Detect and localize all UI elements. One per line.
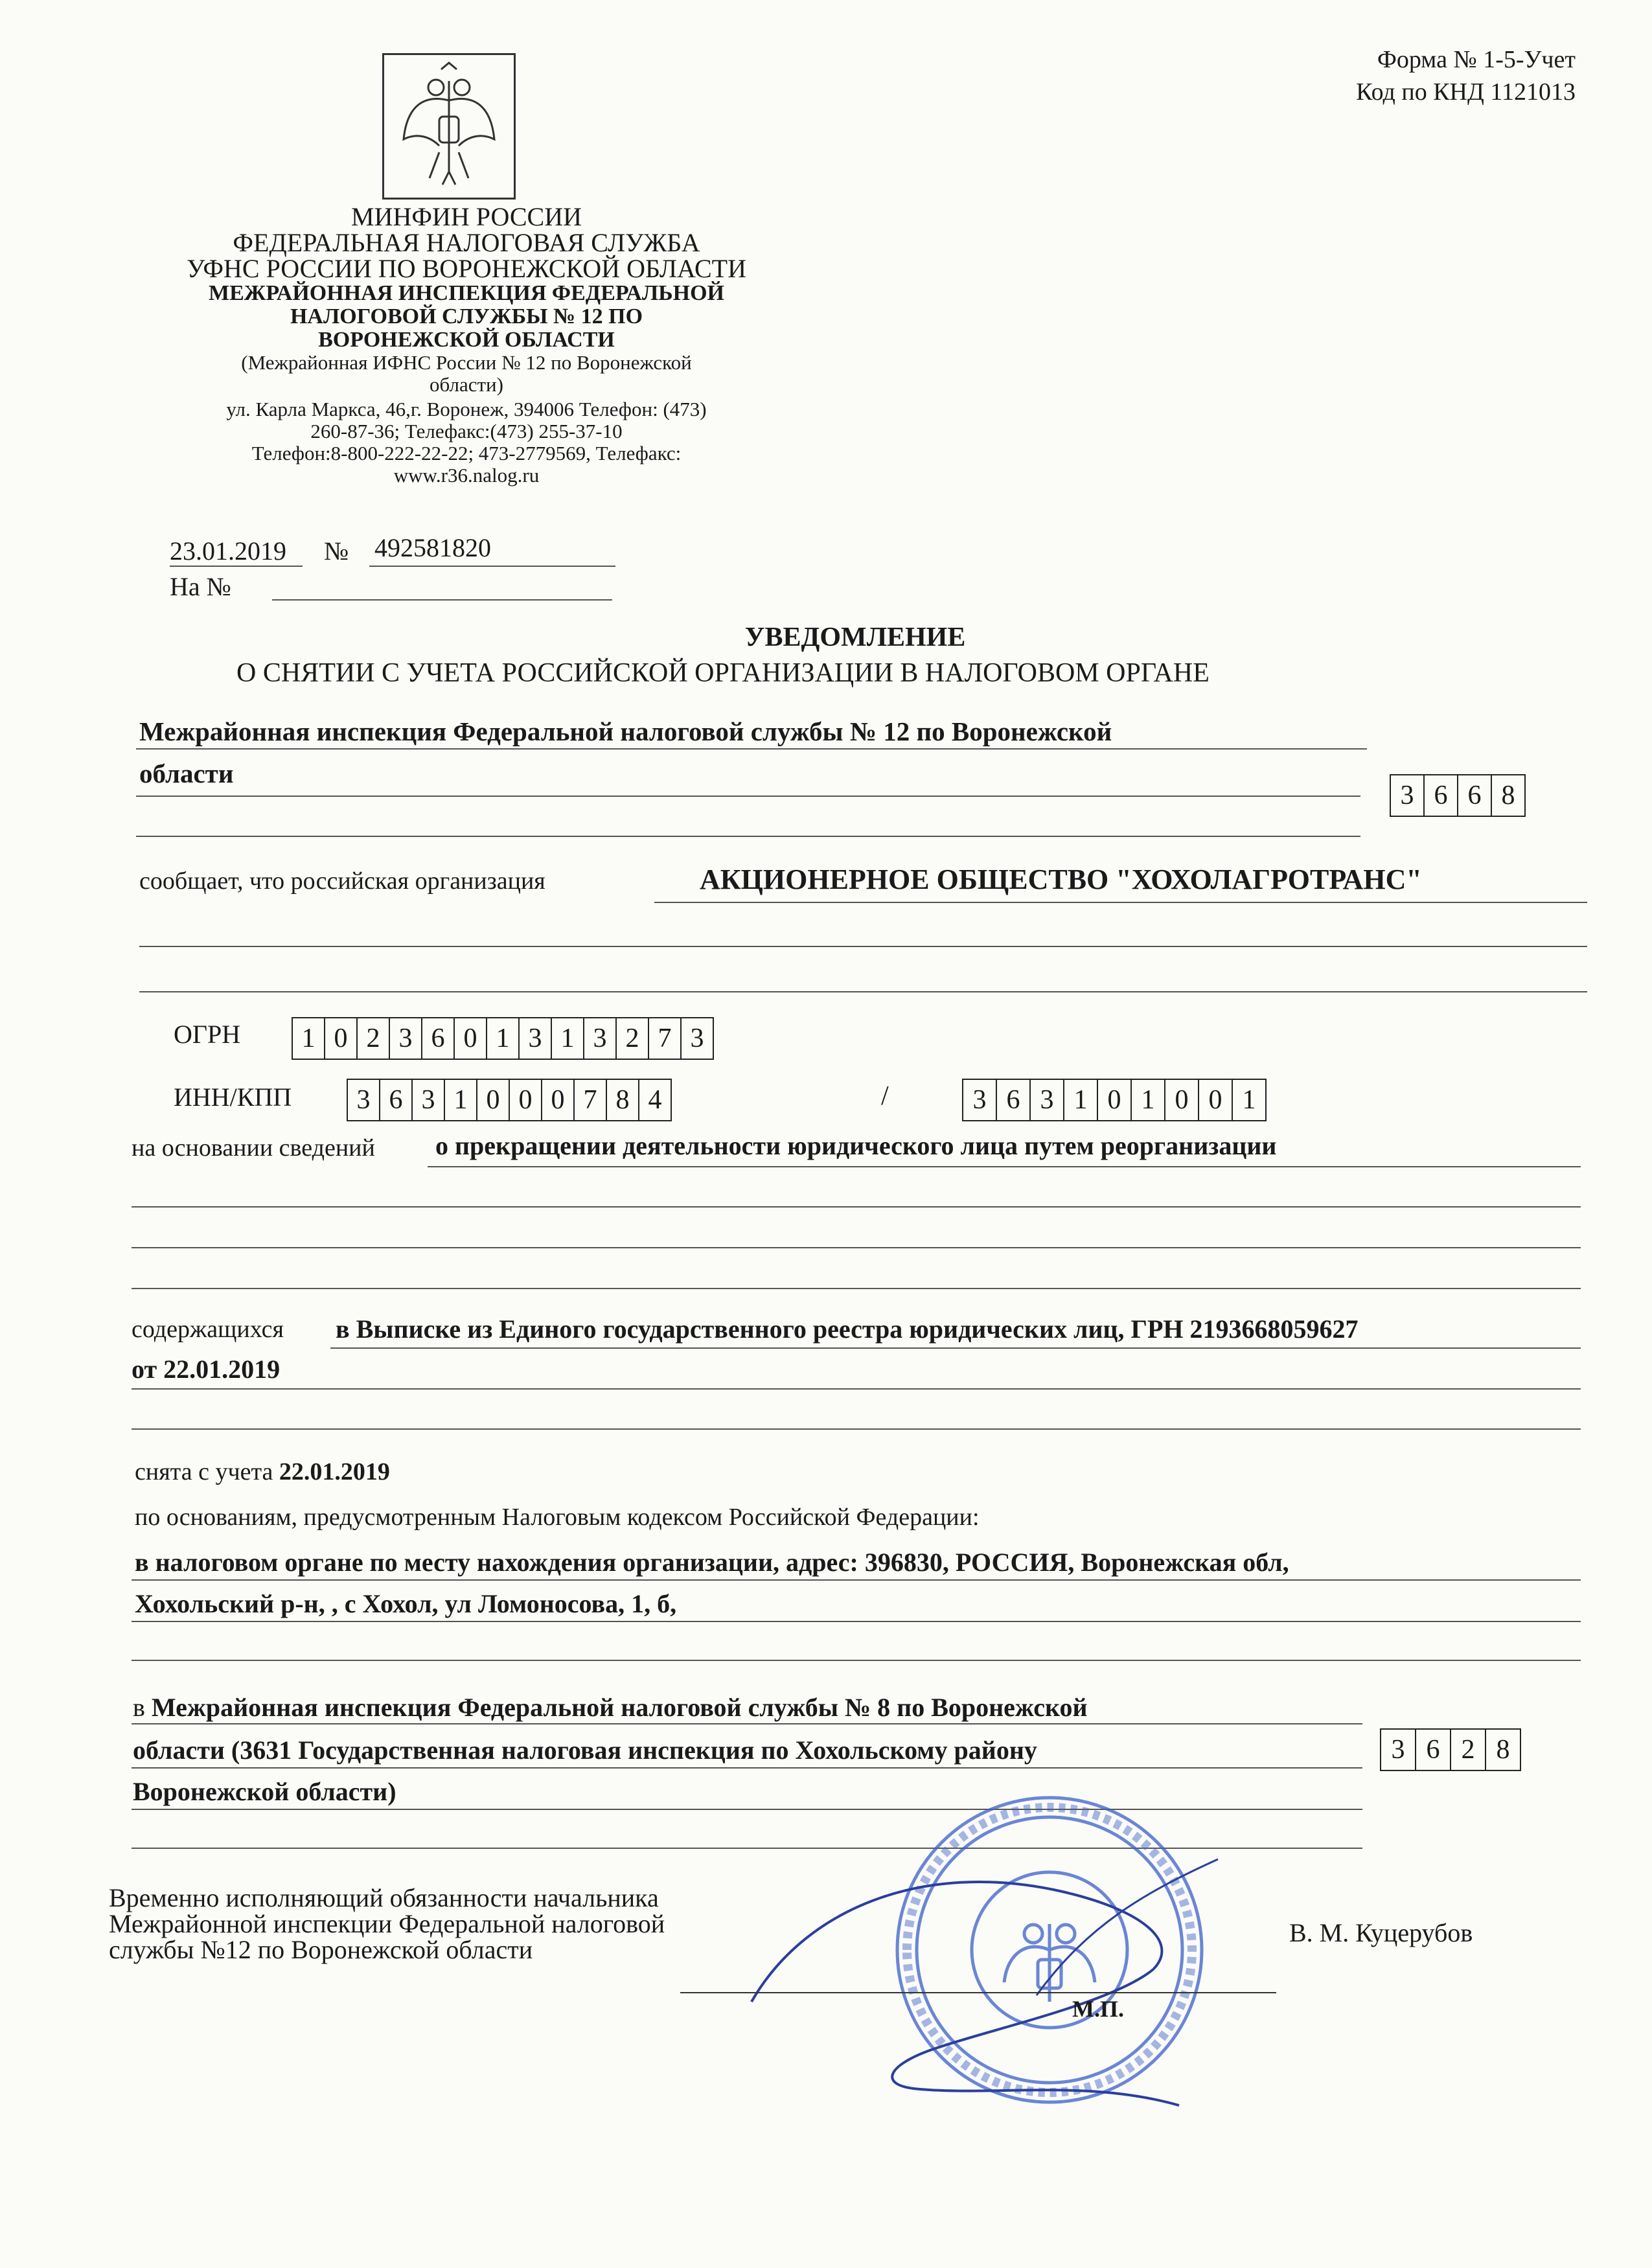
code-digit: 3 <box>1381 1730 1416 1770</box>
new-authority-name: Межрайонная инспекция Федеральной налоговой службы № 8 по Воронежской <box>151 1693 1088 1722</box>
new-authority-code <box>1380 1728 1521 1771</box>
handwritten-signature <box>726 1833 1270 2118</box>
new-authority-line2: области (3631 Государственная налоговая инспекция по Хохольскому району <box>133 1735 1037 1765</box>
ogrn-digit: 1 <box>552 1018 584 1059</box>
reg-no-label: № <box>324 536 349 566</box>
reg-number: 492581820 <box>374 533 491 562</box>
inn-digit: 4 <box>648 1085 662 1115</box>
org-label: сообщает, что российская организация <box>139 867 545 895</box>
ogrn-digit: 2 <box>617 1018 649 1059</box>
kpp-digit: 1 <box>1242 1085 1256 1115</box>
ogrn-digit: 6 <box>422 1018 455 1059</box>
kpp-digit: 3 <box>963 1080 997 1120</box>
ministry: МИНФИН РОССИИ <box>351 202 582 231</box>
inn-digit: 1 <box>445 1080 477 1120</box>
inn-digit: 0 <box>542 1080 575 1120</box>
ogrn-digit: 7 <box>649 1018 682 1059</box>
knd-code: Код по КНД 1121013 <box>1356 78 1576 106</box>
position-line: службы №12 по Воронежской области <box>109 1935 533 1964</box>
inn-digit: 3 <box>348 1080 380 1120</box>
inn-boxes <box>347 1079 672 1121</box>
inn-label: ИНН/КПП <box>174 1082 292 1112</box>
ogrn-label: ОГРН <box>174 1020 241 1049</box>
ogrn-digit: 2 <box>358 1018 390 1059</box>
kpp-digit: 0 <box>1098 1080 1132 1120</box>
emblem-frame <box>382 53 516 200</box>
ogrn-digit: 3 <box>584 1018 617 1059</box>
regional-office: УФНС РОССИИ ПО ВОРОНЕЖСКОЙ ОБЛАСТИ <box>187 254 746 283</box>
dereg-date: 22.01.2019 <box>279 1458 390 1485</box>
inn-digit: 3 <box>413 1080 445 1120</box>
ogrn-boxes <box>292 1017 714 1060</box>
phones: Телефон:8-800-222-22-22; 473-2779569, Телефакс: <box>251 442 682 464</box>
ogrn-digit: 0 <box>325 1018 358 1059</box>
basis-label: на основании сведений <box>132 1134 375 1162</box>
code-digit: 6 <box>1458 775 1492 816</box>
inn-digit: 7 <box>575 1080 607 1120</box>
position-line: Межрайонной инспекции Федеральной налоговой <box>109 1909 665 1938</box>
new-authority-prefix: в <box>133 1693 145 1722</box>
new-authority-line1 <box>133 1692 1088 1723</box>
form-number: Форма № 1-5-Учет <box>1377 46 1576 73</box>
position-line: Временно исполняющий обязанности начальника <box>109 1883 659 1912</box>
inn-digit: 0 <box>510 1080 542 1120</box>
kpp-digit: 3 <box>1031 1080 1064 1120</box>
ogrn-digit: 0 <box>455 1018 487 1059</box>
ogrn-digit: 1 <box>293 1018 325 1059</box>
code-digit: 8 <box>1496 1735 1510 1765</box>
double-headed-eagle-icon <box>384 55 514 198</box>
inn-digit: 6 <box>380 1080 413 1120</box>
dereg-line <box>135 1458 390 1486</box>
reg-date: 23.01.2019 <box>170 536 286 566</box>
kpp-digit: 0 <box>1199 1080 1233 1120</box>
code-digit: 2 <box>1451 1730 1486 1770</box>
address: ул. Карла Маркса, 46,г. Воронеж, 394006 Телефон: (473) <box>226 398 707 420</box>
authority-header <box>136 204 797 487</box>
doc-title: УВЕДОМЛЕНИЕ <box>744 623 966 652</box>
kpp-digit: 0 <box>1165 1080 1199 1120</box>
dereg-address-cont: Хохольский р-н, , с Хохол, ул Ломоносова, 1, б, <box>135 1589 677 1618</box>
ogrn-digit: 1 <box>487 1018 520 1059</box>
kpp-digit: 1 <box>1132 1080 1165 1120</box>
signatory-name: В. М. Куцерубов <box>1289 1918 1473 1947</box>
code-digit: 6 <box>1416 1730 1451 1770</box>
issuer-code <box>1390 774 1526 817</box>
inn-digit: 0 <box>477 1080 510 1120</box>
kpp-boxes <box>962 1079 1267 1121</box>
code-digit: 3 <box>1391 775 1425 816</box>
dereg-label: снята с учета <box>135 1458 273 1485</box>
website: www.r36.nalog.ru <box>393 464 540 487</box>
code-digit: 8 <box>1501 781 1515 810</box>
dereg-address: в налоговом органе по месту нахождения организации, адрес: 396830, РОССИЯ, Воронежская обл, <box>135 1548 1289 1577</box>
inspection-line: ВОРОНЕЖСКОЙ ОБЛАСТИ <box>318 328 615 352</box>
ref-label: На № <box>170 572 231 601</box>
address: 260-87-36; Телефакс:(473) 255-37-10 <box>310 420 623 442</box>
short-name: области) <box>430 373 503 396</box>
inspection-line: НАЛОГОВОЙ СЛУЖБЫ № 12 ПО <box>290 304 643 328</box>
inn-kpp-separator: / <box>881 1081 889 1111</box>
source-value-cont: от 22.01.2019 <box>132 1355 281 1384</box>
short-name: (Межрайонная ИФНС России № 12 по Воронежской <box>241 351 692 374</box>
kpp-digit: 6 <box>997 1080 1031 1120</box>
ogrn-digit: 3 <box>690 1024 704 1053</box>
signature-scribble-icon <box>726 1833 1270 2118</box>
doc-subtitle: О СНЯТИИ С УЧЕТА РОССИЙСКОЙ ОРГАНИЗАЦИИ В НАЛОГОВОМ ОРГАНЕ <box>236 658 1210 688</box>
ogrn-digit: 3 <box>520 1018 552 1059</box>
code-digit: 6 <box>1425 775 1458 816</box>
new-authority-line3: Воронежской области) <box>133 1777 396 1806</box>
kpp-digit: 1 <box>1064 1080 1098 1120</box>
service: ФЕДЕРАЛЬНАЯ НАЛОГОВАЯ СЛУЖБА <box>233 228 700 257</box>
org-name: АКЦИОНЕРНОЕ ОБЩЕСТВО "ХОХОЛАГРОТРАНС" <box>700 864 1422 895</box>
source-label: содержащихся <box>132 1316 284 1343</box>
inn-digit: 8 <box>607 1080 639 1120</box>
issuer-name: Межрайонная инспекция Федеральной налоговой службы № 12 по Воронежской <box>139 716 1112 746</box>
inspection-line: МЕЖРАЙОННАЯ ИНСПЕКЦИЯ ФЕДЕРАЛЬНОЙ <box>209 281 724 305</box>
issuer-name-cont: области <box>139 759 234 788</box>
basis-value: о прекращении деятельности юридического лица путем реорганизации <box>435 1131 1277 1160</box>
grounds: по основаниям, предусмотренным Налоговым кодексом Российской Федерации: <box>135 1504 980 1531</box>
ogrn-digit: 3 <box>390 1018 422 1059</box>
source-value: в Выписке из Единого государственного реестра юридических лиц, ГРН 2193668059627 <box>336 1314 1359 1344</box>
stamp-place-label: М.П. <box>1072 1996 1124 2022</box>
signatory-position <box>109 1885 665 1963</box>
